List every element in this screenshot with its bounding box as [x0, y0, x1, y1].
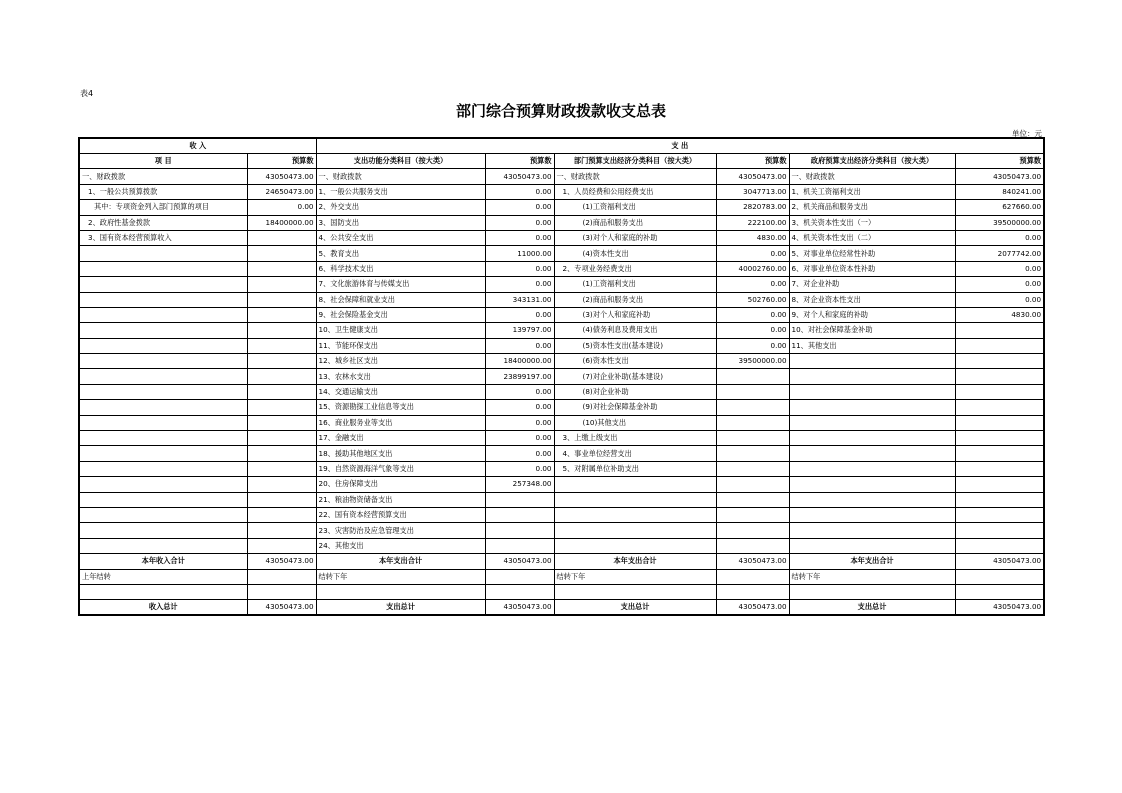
gov-economic-budget: 0.00	[955, 277, 1044, 292]
dept-economic-budget	[716, 461, 789, 476]
gov-economic-budget	[955, 431, 1044, 446]
function-item: 一、财政拨款	[316, 169, 485, 184]
function-item: 11、节能环保支出	[316, 338, 485, 353]
function-item: 21、粮油物资储备支出	[316, 492, 485, 507]
dept-economic-item: 1、人员经费和公用经费支出	[554, 184, 716, 199]
gov-economic-budget: 840241.00	[955, 184, 1044, 199]
income-budget	[247, 338, 316, 353]
dept-economic-budget	[716, 384, 789, 399]
dept-economic-budget: 0.00	[716, 323, 789, 338]
income-budget	[247, 523, 316, 538]
dept-economic-budget	[716, 538, 789, 553]
income-budget: 24650473.00	[247, 184, 316, 199]
dept-economic-item: 5、对附属单位补助支出	[554, 461, 716, 476]
function-budget: 0.00	[485, 400, 554, 415]
dept-economic-item: 3、上缴上级支出	[554, 431, 716, 446]
income-budget	[247, 446, 316, 461]
dept-economic-budget	[716, 523, 789, 538]
dept-economic-item: (2)商品和服务支出	[554, 292, 716, 307]
table-row	[79, 261, 1044, 276]
gov-economic-item: 支出总计	[789, 600, 955, 616]
dept-economic-budget: 39500000.00	[716, 354, 789, 369]
gov-economic-item	[789, 384, 955, 399]
table-row	[79, 354, 1044, 369]
function-item: 24、其他支出	[316, 538, 485, 553]
dept-economic-budget: 502760.00	[716, 292, 789, 307]
function-item: 15、资源勘探工业信息等支出	[316, 400, 485, 415]
income-item	[79, 354, 247, 369]
gov-economic-budget: 43050473.00	[955, 600, 1044, 616]
function-budget: 43050473.00	[485, 600, 554, 616]
income-header: 收 入	[79, 138, 316, 154]
function-item: 2、外交支出	[316, 200, 485, 215]
function-budget: 0.00	[485, 200, 554, 215]
function-item: 23、灾害防治及应急管理支出	[316, 523, 485, 538]
dept-economic-budget: 0.00	[716, 307, 789, 322]
gov-economic-budget	[955, 477, 1044, 492]
dept-economic-item: (7)对企业补助(基本建设)	[554, 369, 716, 384]
income-item	[79, 431, 247, 446]
dept-economic-budget: 40002760.00	[716, 261, 789, 276]
gov-economic-item: 3、机关资本性支出（一）	[789, 215, 955, 230]
dept-economic-item	[554, 507, 716, 522]
section-header-row	[79, 138, 1044, 154]
gov-economic-item	[789, 507, 955, 522]
table-row	[79, 230, 1044, 245]
function-budget: 0.00	[485, 446, 554, 461]
table-row	[79, 523, 1044, 538]
dept-economic-budget	[716, 507, 789, 522]
dept-economic-budget	[716, 400, 789, 415]
gov-economic-budget: 39500000.00	[955, 215, 1044, 230]
table-row	[79, 446, 1044, 461]
income-budget	[247, 369, 316, 384]
income-item	[79, 400, 247, 415]
income-budget: 18400000.00	[247, 215, 316, 230]
dept-economic-item: 结转下年	[554, 569, 716, 584]
col-header-function: 支出功能分类科目（按大类）	[316, 154, 485, 169]
column-header-row	[79, 154, 1044, 169]
income-item	[79, 492, 247, 507]
function-item: 17、金融支出	[316, 431, 485, 446]
table-row	[79, 338, 1044, 353]
function-item: 4、公共安全支出	[316, 230, 485, 245]
income-item: 2、政府性基金拨款	[79, 215, 247, 230]
function-item: 14、交通运输支出	[316, 384, 485, 399]
income-item	[79, 323, 247, 338]
gov-economic-budget	[955, 323, 1044, 338]
budget-table	[78, 137, 1045, 616]
function-budget: 11000.00	[485, 246, 554, 261]
dept-economic-budget	[716, 569, 789, 584]
table-row	[79, 200, 1044, 215]
dept-economic-budget: 222100.00	[716, 215, 789, 230]
dept-economic-item: (1)工资福利支出	[554, 200, 716, 215]
function-budget: 23899197.00	[485, 369, 554, 384]
income-item: 本年收入合计	[79, 554, 247, 569]
function-budget: 0.00	[485, 431, 554, 446]
function-item: 20、住房保障支出	[316, 477, 485, 492]
gov-economic-item	[789, 461, 955, 476]
income-budget	[247, 477, 316, 492]
dept-economic-item: 4、事业单位经营支出	[554, 446, 716, 461]
dept-economic-item	[554, 523, 716, 538]
income-budget	[247, 307, 316, 322]
income-item	[79, 477, 247, 492]
gov-economic-item: 11、其他支出	[789, 338, 955, 353]
gov-economic-budget	[955, 369, 1044, 384]
income-budget: 43050473.00	[247, 554, 316, 569]
function-item: 7、文化旅游体育与传媒支出	[316, 277, 485, 292]
function-budget: 0.00	[485, 384, 554, 399]
income-budget	[247, 277, 316, 292]
income-budget	[247, 354, 316, 369]
income-budget	[247, 431, 316, 446]
gov-economic-item: 6、对事业单位资本性补助	[789, 261, 955, 276]
function-item: 3、国防支出	[316, 215, 485, 230]
function-budget: 0.00	[485, 215, 554, 230]
income-item	[79, 307, 247, 322]
dept-economic-item: (10)其他支出	[554, 415, 716, 430]
expense-header: 支 出	[316, 138, 1044, 154]
function-budget	[485, 523, 554, 538]
gov-economic-item	[789, 354, 955, 369]
gov-economic-item: 10、对社会保障基金补助	[789, 323, 955, 338]
gov-economic-budget: 43050473.00	[955, 169, 1044, 184]
income-item: 一、财政拨款	[79, 169, 247, 184]
income-item	[79, 384, 247, 399]
gov-economic-item	[789, 415, 955, 430]
table-row	[79, 538, 1044, 553]
dept-economic-budget	[716, 369, 789, 384]
gov-economic-item	[789, 431, 955, 446]
col-header-gov-economic: 政府预算支出经济分类科目（按大类）	[789, 154, 955, 169]
dept-economic-budget	[716, 431, 789, 446]
table-row	[79, 492, 1044, 507]
table-row	[79, 169, 1044, 184]
function-item: 16、商业服务业等支出	[316, 415, 485, 430]
gov-economic-budget: 0.00	[955, 261, 1044, 276]
gov-economic-budget: 4830.00	[955, 307, 1044, 322]
empty-cell	[716, 584, 789, 599]
gov-economic-item	[789, 446, 955, 461]
gov-economic-budget: 43050473.00	[955, 554, 1044, 569]
income-item	[79, 277, 247, 292]
dept-economic-item: (3)对个人和家庭的补助	[554, 230, 716, 245]
income-budget: 43050473.00	[247, 600, 316, 616]
income-item	[79, 538, 247, 553]
gov-economic-budget	[955, 461, 1044, 476]
gov-economic-budget	[955, 384, 1044, 399]
table-row	[79, 507, 1044, 522]
function-budget	[485, 538, 554, 553]
gov-economic-budget	[955, 538, 1044, 553]
gov-economic-item	[789, 400, 955, 415]
dept-economic-budget	[716, 415, 789, 430]
dept-economic-budget: 0.00	[716, 246, 789, 261]
table-row	[79, 277, 1044, 292]
function-budget: 0.00	[485, 307, 554, 322]
dept-economic-item: 一、财政拨款	[554, 169, 716, 184]
income-item	[79, 246, 247, 261]
function-budget: 0.00	[485, 415, 554, 430]
dept-economic-item	[554, 477, 716, 492]
income-item	[79, 369, 247, 384]
dept-economic-item: (4)债务利息及费用支出	[554, 323, 716, 338]
dept-economic-item: (1)工资福利支出	[554, 277, 716, 292]
income-item	[79, 461, 247, 476]
income-budget	[247, 230, 316, 245]
col-header-dept-economic: 部门预算支出经济分类科目（按大类）	[554, 154, 716, 169]
table-row	[79, 292, 1044, 307]
gov-economic-budget	[955, 338, 1044, 353]
gov-economic-item: 一、财政拨款	[789, 169, 955, 184]
table-row	[79, 215, 1044, 230]
function-budget: 0.00	[485, 461, 554, 476]
income-item	[79, 338, 247, 353]
empty-cell	[247, 584, 316, 599]
dept-economic-budget: 43050473.00	[716, 600, 789, 616]
gov-economic-budget	[955, 446, 1044, 461]
gov-economic-item: 9、对个人和家庭的补助	[789, 307, 955, 322]
function-item: 19、自然资源海洋气象等支出	[316, 461, 485, 476]
gov-economic-budget	[955, 400, 1044, 415]
gov-economic-item	[789, 538, 955, 553]
gov-economic-item: 4、机关资本性支出（二）	[789, 230, 955, 245]
gov-economic-budget: 2077742.00	[955, 246, 1044, 261]
table-row	[79, 246, 1044, 261]
dept-economic-item: 2、专项业务经费支出	[554, 261, 716, 276]
table-row	[79, 431, 1044, 446]
carryover-row	[79, 569, 1044, 584]
income-item	[79, 415, 247, 430]
income-budget: 0.00	[247, 200, 316, 215]
table-row	[79, 461, 1044, 476]
function-budget: 0.00	[485, 230, 554, 245]
col-header-item: 项 目	[79, 154, 247, 169]
gov-economic-budget	[955, 415, 1044, 430]
dept-economic-budget	[716, 477, 789, 492]
gov-economic-item: 2、机关商品和服务支出	[789, 200, 955, 215]
table-row	[79, 369, 1044, 384]
income-budget	[247, 461, 316, 476]
function-item: 6、科学技术支出	[316, 261, 485, 276]
function-item: 18、援助其他地区支出	[316, 446, 485, 461]
function-item: 本年支出合计	[316, 554, 485, 569]
table-row	[79, 323, 1044, 338]
function-budget: 43050473.00	[485, 169, 554, 184]
function-item: 12、城乡社区支出	[316, 354, 485, 369]
function-budget: 343131.00	[485, 292, 554, 307]
income-budget	[247, 292, 316, 307]
income-item	[79, 446, 247, 461]
income-budget	[247, 384, 316, 399]
gov-economic-item: 7、对企业补助	[789, 277, 955, 292]
table-row	[79, 184, 1044, 199]
function-item: 10、卫生健康支出	[316, 323, 485, 338]
gov-economic-item	[789, 369, 955, 384]
grand-total-row	[79, 600, 1044, 616]
function-item: 9、社会保险基金支出	[316, 307, 485, 322]
gov-economic-budget: 0.00	[955, 292, 1044, 307]
function-budget: 18400000.00	[485, 354, 554, 369]
function-budget: 0.00	[485, 261, 554, 276]
dept-economic-budget: 43050473.00	[716, 169, 789, 184]
spacer-row	[79, 584, 1044, 599]
function-item: 8、社会保障和就业支出	[316, 292, 485, 307]
function-budget	[485, 569, 554, 584]
table-number: 表4	[80, 89, 94, 98]
function-budget	[485, 492, 554, 507]
gov-economic-item: 本年支出合计	[789, 554, 955, 569]
function-budget: 0.00	[485, 277, 554, 292]
empty-cell	[316, 584, 485, 599]
col-header-budget: 预算数	[247, 154, 316, 169]
function-item: 5、教育支出	[316, 246, 485, 261]
function-item: 1、一般公共服务支出	[316, 184, 485, 199]
income-item	[79, 523, 247, 538]
income-budget	[247, 507, 316, 522]
gov-economic-item: 5、对事业单位经常性补助	[789, 246, 955, 261]
gov-economic-item: 结转下年	[789, 569, 955, 584]
dept-economic-item: (3)对个人和家庭补助	[554, 307, 716, 322]
income-budget	[247, 400, 316, 415]
dept-economic-item: (5)资本性支出(基本建设)	[554, 338, 716, 353]
gov-economic-item	[789, 492, 955, 507]
income-budget	[247, 569, 316, 584]
dept-economic-budget: 0.00	[716, 338, 789, 353]
col-header-budget: 预算数	[716, 154, 789, 169]
function-item: 支出总计	[316, 600, 485, 616]
gov-economic-item: 1、机关工资福利支出	[789, 184, 955, 199]
function-item: 结转下年	[316, 569, 485, 584]
income-budget	[247, 323, 316, 338]
table-row	[79, 477, 1044, 492]
dept-economic-item: (8)对企业补助	[554, 384, 716, 399]
dept-economic-item: 支出总计	[554, 600, 716, 616]
function-budget: 0.00	[485, 338, 554, 353]
empty-cell	[955, 584, 1044, 599]
dept-economic-budget: 4830.00	[716, 230, 789, 245]
function-budget: 43050473.00	[485, 554, 554, 569]
gov-economic-budget	[955, 492, 1044, 507]
gov-economic-budget: 627660.00	[955, 200, 1044, 215]
col-header-budget: 预算数	[955, 154, 1044, 169]
dept-economic-item: (4)资本性支出	[554, 246, 716, 261]
income-budget	[247, 415, 316, 430]
empty-cell	[789, 584, 955, 599]
gov-economic-item	[789, 477, 955, 492]
function-item: 13、农林水支出	[316, 369, 485, 384]
dept-economic-budget: 43050473.00	[716, 554, 789, 569]
income-item: 1、一般公共预算拨款	[79, 184, 247, 199]
dept-economic-item: (9)对社会保障基金补助	[554, 400, 716, 415]
gov-economic-budget	[955, 354, 1044, 369]
income-budget	[247, 261, 316, 276]
income-item	[79, 292, 247, 307]
income-item	[79, 507, 247, 522]
gov-economic-item: 8、对企业资本性支出	[789, 292, 955, 307]
income-budget	[247, 246, 316, 261]
gov-economic-budget	[955, 523, 1044, 538]
income-item: 3、国有资本经营预算收入	[79, 230, 247, 245]
income-budget	[247, 538, 316, 553]
page-title: 部门综合预算财政拨款收支总表	[455, 102, 666, 120]
table-row	[79, 415, 1044, 430]
income-item: 上年结转	[79, 569, 247, 584]
empty-cell	[554, 584, 716, 599]
income-budget	[247, 492, 316, 507]
dept-economic-item: (2)商品和服务支出	[554, 215, 716, 230]
table-row	[79, 400, 1044, 415]
year-total-row	[79, 554, 1044, 569]
dept-economic-budget	[716, 446, 789, 461]
dept-economic-budget: 3047713.00	[716, 184, 789, 199]
dept-economic-item: (6)资本性支出	[554, 354, 716, 369]
dept-economic-item	[554, 538, 716, 553]
dept-economic-item	[554, 492, 716, 507]
empty-cell	[79, 584, 247, 599]
empty-cell	[485, 584, 554, 599]
gov-economic-item	[789, 523, 955, 538]
dept-economic-budget: 2820783.00	[716, 200, 789, 215]
col-header-budget: 预算数	[485, 154, 554, 169]
function-item: 22、国有资本经营预算支出	[316, 507, 485, 522]
dept-economic-item: 本年支出合计	[554, 554, 716, 569]
dept-economic-budget	[716, 492, 789, 507]
gov-economic-budget	[955, 507, 1044, 522]
income-budget: 43050473.00	[247, 169, 316, 184]
income-item	[79, 261, 247, 276]
function-budget: 0.00	[485, 184, 554, 199]
function-budget	[485, 507, 554, 522]
table-row	[79, 384, 1044, 399]
dept-economic-budget: 0.00	[716, 277, 789, 292]
table-row	[79, 307, 1044, 322]
function-budget: 139797.00	[485, 323, 554, 338]
gov-economic-budget: 0.00	[955, 230, 1044, 245]
unit-label: 单位：元	[1012, 129, 1042, 138]
gov-economic-budget	[955, 569, 1044, 584]
income-item: 收入总计	[79, 600, 247, 616]
function-budget: 257348.00	[485, 477, 554, 492]
income-item: 其中：专项资金列入部门预算的项目	[79, 200, 247, 215]
